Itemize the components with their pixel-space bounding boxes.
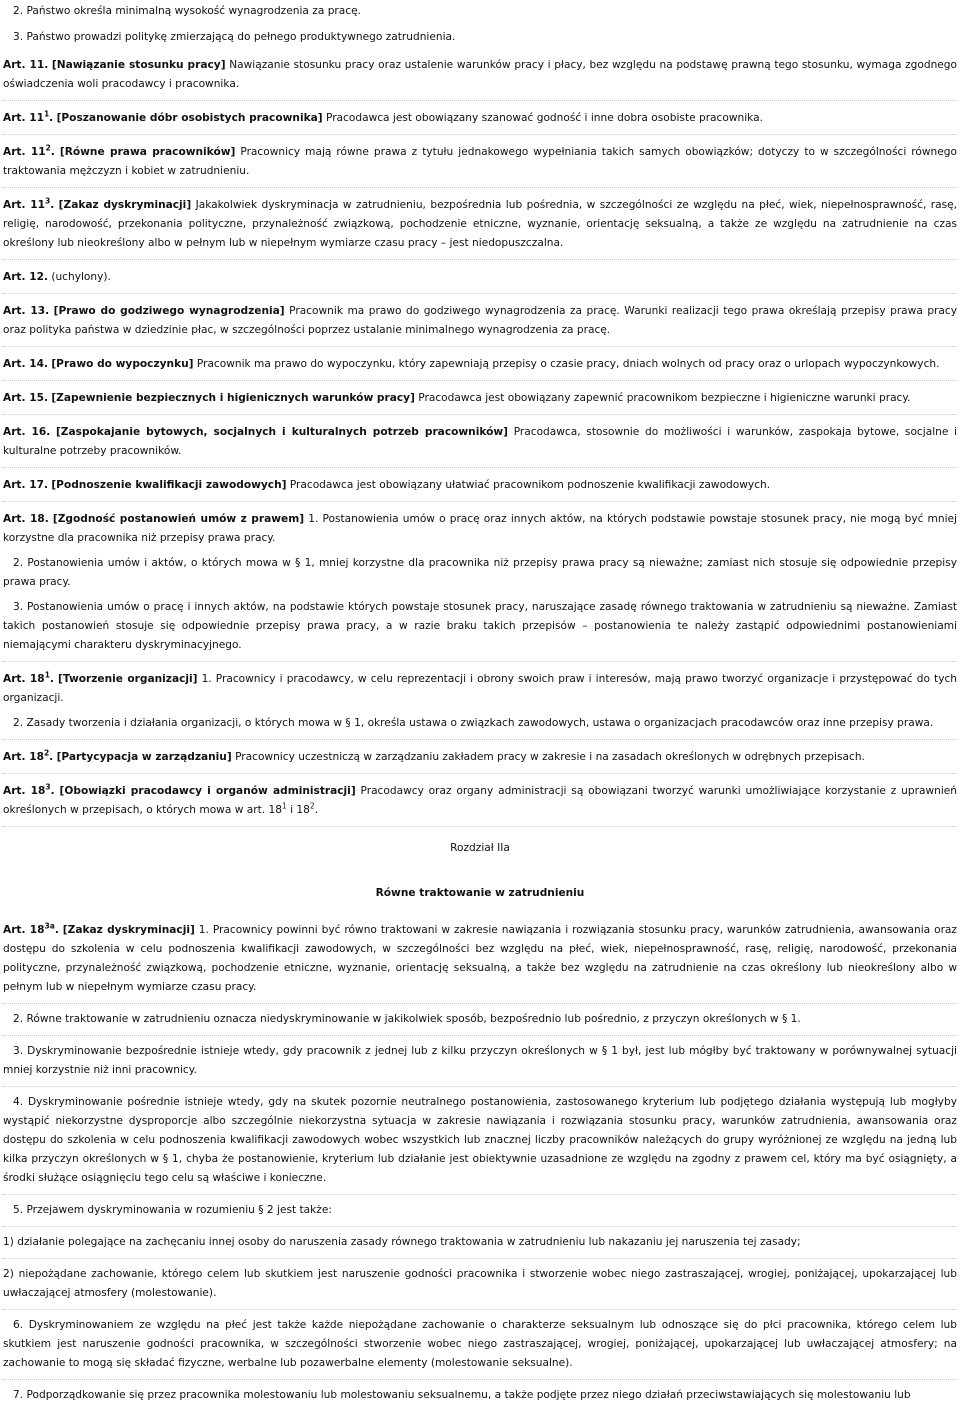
- article-heading: [Nawiązanie stosunku pracy]: [51, 59, 226, 71]
- article-heading: [Równe prawa pracowników]: [59, 146, 236, 158]
- article-17: Art. 17. [Podnoszenie kwalifikacji zawodowych] Pracodawca jest obowiązany ułatwiać pracownikom podnoszenie kwalifikacji zawodowych.: [3, 468, 957, 502]
- article-heading: [Podnoszenie kwalifikacji zawodowych]: [51, 479, 287, 491]
- article-heading: [Zgodność postanowień umów z prawem]: [52, 513, 305, 525]
- paragraph-top: [3, 0, 957, 101]
- article-heading: [Prawo do wypoczynku]: [51, 358, 194, 370]
- article-18-1: Art. $18^1$. [Tworzenie organizacji] 1. Pracownicy i pracodawcy, w celu reprezentacji i obrony swoich praw i interesów, mają prawo tworzyć organizacje i przystępować do tych organizacji. 2. Zasady tworzenia i działania organizacji, o których mowa w § 1, określa ustawa o związkach zawodowych, ustawa o organizacjach pracodawców oraz inne przepisy prawa.: [3, 662, 957, 740]
- article-11-3: Art. $11^3$. [Zakaz dyskryminacji] Jakakolwiek dyskryminacja w zatrudnieniu, bezpośrednia lub pośrednia, w szczególności ze względu na płeć, wiek, niepełnosprawność, rasę, religię, narodowość, przekonania polityczne, przynależność związkową, pochodzenie etniczne, wyznanie, orientację seksualną, a także ze względu na zatrudnienie na czas określony lub nieokreślony albo w pełnym lub w niepełnym wymiarze czasu pracy – jest niedopuszczalna.: [3, 188, 957, 260]
- article-15: Art. 15. [Zapewnienie bezpiecznych i higienicznych warunków pracy] Pracodawca jest obowiązany zapewnić pracownikom bezpieczne i higieniczne warunki pracy.: [3, 381, 957, 415]
- chapter-number: Rozdział IIa: [450, 842, 510, 854]
- article-heading: [Prawo do godziwego wynagrodzenia]: [53, 305, 285, 317]
- article-18-2: Art. $18^2$. [Partycypacja w zarządzaniu] Pracownicy uczestniczą w zarządzaniu zakładem pracy w zakresie i na zasadach określonych w odrębnych przepisach.: [3, 740, 957, 774]
- article-12: Art. 12. (uchylony).: [3, 260, 957, 294]
- paragraph-2: 2. Państwo określa minimalną wysokość wynagrodzenia za pracę.: [13, 5, 361, 17]
- article-18: Art. 18. [Zgodność postanowień umów z prawem] 1. Postanowienia umów o pracę oraz innych aktów, na których podstawie powstaje stosunek pracy, nie mogą być mniej korzystne dla pracownika niż przepisy prawa pracy. 2. Postanowienia umów i aktów, o których mowa w § 1, mniej korzystne dla pracownika niż przepisy prawa pracy są nieważne; zamiast nich stosuje się odpowiednie przepisy prawa pracy. 3. Postanowienia umów o pracę i innych aktów, na podstawie których powstaje stosunek pracy, naruszające zasadę równego traktowania w zatrudnieniu są nieważne. Zamiast takich postanowień stosuje się odpowiednie przepisy prawa pracy, a w razie braku takich przepisów – postanowienia te należy zastąpić odpowiednimi postanowieniami niemającymi charakteru dyskryminacyjnego.: [3, 502, 957, 662]
- article-heading: [Zakaz dyskryminacji]: [58, 199, 192, 211]
- article-11-1: Art. $11^1$. [Poszanowanie dóbr osobistych pracownika] Pracodawca jest obowiązany szanować godność i inne dobra osobiste pracownika.: [3, 101, 957, 135]
- article-18-3: Art. $18^3$. [Obowiązki pracodawcy i organów administracji] Pracodawcy oraz organy administracji są obowiązani tworzyć warunki umożliwiające korzystanie z uprawnień określonych w przepisach, o których mowa w art. $18^1$ i $18^2$.: [3, 774, 957, 827]
- article-heading: [Tworzenie organizacji]: [58, 673, 198, 685]
- article-heading: [Partycypacja w zarządzaniu]: [56, 751, 232, 763]
- article-14: Art. 14. [Prawo do wypoczynku] Pracownik ma prawo do wypoczynku, który zapewniają przepisy o czasie pracy, dniach wolnych od pracy oraz o urlopach wypoczynkowych.: [3, 347, 957, 381]
- article-11-2: Art. $11^2$. [Równe prawa pracowników] Pracownicy mają równe prawa z tytułu jednakowego wypełniania takich samych obowiązków; dotyczy to w szczególności równego traktowania mężczyzn i kobiet w zatrudnieniu.: [3, 135, 957, 188]
- article-13: Art. 13. [Prawo do godziwego wynagrodzenia] Pracownik ma prawo do godziwego wynagrodzenia za pracę. Warunki realizacji tego prawa określają przepisy prawa pracy oraz polityka państwa w dziedzinie płac, w szczególności poprzez ustalanie minimalnego wynagrodzenia za pracę.: [3, 294, 957, 347]
- article-16: Art. 16. [Zaspokajanie bytowych, socjalnych i kulturalnych potrzeb pracowników] Pracodawca, stosownie do możliwości i warunków, zaspokaja bytowe, socjalne i kulturalne potrzeby pracowników.: [3, 415, 957, 468]
- article-number: Art. 11.: [3, 59, 49, 71]
- paragraph-3: 3. Państwo prowadzi politykę zmierzającą do pełnego produktywnego zatrudnienia.: [13, 31, 456, 43]
- article-heading: [Zakaz dyskryminacji]: [62, 924, 195, 936]
- article-text: Nawiązanie stosunku pracy oraz ustalenie warunków pracy i płacy, bez względu na podstawę prawną tego stosunku, wymaga zgodnego oświadczenia woli pracodawcy i pracownika.: [3, 59, 958, 90]
- article-heading: [Zapewnienie bezpiecznych i higienicznych warunków pracy]: [51, 392, 415, 404]
- article-heading: [Obowiązki pracodawcy i organów administracji]: [59, 785, 356, 797]
- article-18-3a: Art. $18^{3a}$. [Zakaz dyskryminacji] 1. Pracownicy powinni być równo traktowani w zakresie nawiązania i rozwiązania stosunku pracy, warunków zatrudnienia, awansowania oraz dostępu do szkolenia w celu podnoszenia kwalifikacji zawodowych, w szczególności bez względu na płeć, wiek, niepełnosprawność, rasę, religię, narodowość, przekonania polityczne, przynależność związkową, pochodzenie etniczne, wyznanie, orientację seksualną, a także bez względu na zatrudnienie na czas określony lub nieokreślony albo w pełnym lub w niepełnym wymiarze czasu pracy. 2. Równe traktowanie w zatrudnieniu oznacza niedyskryminowanie w jakikolwiek sposób, bezpośrednio lub pośrednio, z przyczyn określonych w § 1. 3. Dyskryminowanie bezpośrednie istnieje wtedy, gdy pracownik z jednej lub z kilku przyczyn określonych w § 1 był, jest lub mógłby być traktowany w porównywalnej sytuacji mniej korzystnie niż inni pracownicy. 4. Dyskryminowanie pośrednie istnieje wtedy, gdy na skutek pozornie neutralnego postanowienia, zastosowanego kryterium lub podjętego działania występują lub mogłyby wystąpić niekorzystne dysproporcje albo szczególnie niekorzystna sytuacja w zakresie nawiązania i rozwiązania stosunku pracy, warunków zatrudnienia, awansowania oraz dostępu do szkolenia w celu podnoszenia kwalifikacji zawodowych wobec wszystkich lub znacznej liczby pracowników należących do grupy wyróżnionej ze względu na jedną lub kilka przyczyn określonych w § 1, chyba że postanowienie, kryterium lub działanie jest obiektywnie uzasadnione ze względu na zgodny z prawem cel, który ma być osiągnięty, a środki służące osiągnięciu tego celu są właściwe i konieczne. 5. Przejawem dyskryminowania w rozumieniu § 2 jest także: 1) działanie polegające na zachęcaniu innej osoby do naruszenia zasady równego traktowania w zatrudnieniu lub nakazaniu jej naruszenia tej zasady; 2) niepożądane zachowanie, którego celem lub skutkiem jest naruszenie godności pracownika i stworzenie wobec niego zastraszającej, wrogiej, poniżającej, upokarzającej lub uwłaczającej atmosfery (molestowanie). 6. Dyskryminowaniem ze względu na płeć jest także każde niepożądane zachowanie o charakterze seksualnym lub odnoszące się do płci pracownika, którego celem lub skutkiem jest naruszenie godności pracownika, w szczególności stworzenie wobec niego zastraszającej, wrogiej, poniżającej, upokarzającej lub uwłaczającej atmosfery; na zachowanie to mogą się składać fizyczne, werbalne lub pozawerbalne elementy (molestowanie seksualne). 7. Podporządkowanie się przez pracownika molestowaniu lub molestowaniu seksualnemu, a także podjęte przez niego działań przeciwstawiających się molestowaniu lub: [3, 921, 957, 1401]
- article-heading: [Poszanowanie dóbr osobistych pracownika]: [56, 112, 323, 124]
- chapter-title: Równe traktowanie w zatrudnieniu: [375, 887, 585, 899]
- article-11: [3, 56, 957, 94]
- article-heading: [Zaspokajanie bytowych, socjalnych i kulturalnych potrzeb pracowników]: [55, 426, 509, 438]
